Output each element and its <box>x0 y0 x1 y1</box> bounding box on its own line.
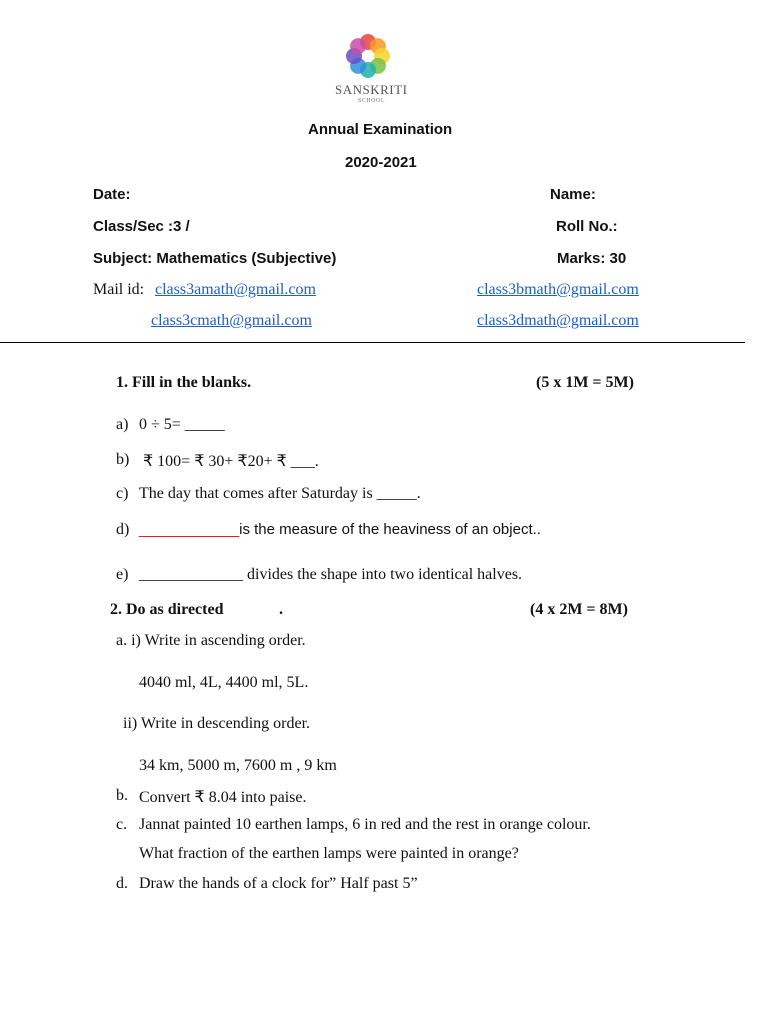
q1-item-c-text: The day that comes after Saturday is _____. <box>139 485 421 502</box>
logo-sub: SCHOOL <box>358 98 386 104</box>
q2-d-text: Draw the hands of a clock for” Half past 5” <box>139 875 418 892</box>
q2-a-ii-values: 34 km, 5000 m, 7600 m , 9 km <box>139 757 337 774</box>
q1-item-d-label: d) <box>116 521 130 538</box>
q1-marks: (5 x 1M = 5M) <box>536 374 634 391</box>
header-divider <box>0 342 745 343</box>
exam-title: Annual Examination <box>308 121 453 138</box>
logo-name: SANSKRITI <box>335 82 408 97</box>
q2-c-text2: What fraction of the earthen lamps were painted in orange? <box>139 845 519 862</box>
exam-year: 2020-2021 <box>345 154 417 171</box>
q2-c-label: c. <box>116 816 128 833</box>
name-label: Name: <box>550 186 596 203</box>
q2-a-i: a. i) Write in ascending order. <box>116 632 306 649</box>
q1-item-d-line <box>139 521 541 538</box>
q2-a-i-values: 4040 ml, 4L, 4400 ml, 5L. <box>139 674 309 691</box>
q2-title: 2. Do as directed <box>110 601 224 618</box>
q1-item-a-label: a) <box>116 416 129 433</box>
q2-b-label: b. <box>116 787 128 804</box>
q2-d-label: d. <box>116 875 128 892</box>
logo-center <box>362 50 374 62</box>
flower-logo-icon <box>333 30 403 82</box>
school-logo <box>333 30 408 120</box>
q1-item-e-label: e) <box>116 566 129 583</box>
q1-item-d-text: is the measure of the heaviness of an object.. <box>239 521 541 538</box>
date-label: Date: <box>93 186 131 203</box>
mail-label: Mail id: <box>93 281 145 298</box>
email-link-3c[interactable]: class3cmath@gmail.com <box>151 312 312 329</box>
email-link-3a[interactable]: class3amath@gmail.com <box>155 281 316 298</box>
q1-item-b-label: b) <box>116 451 130 468</box>
email-link-3b[interactable]: class3bmath@gmail.com <box>477 281 639 298</box>
marks-label: Marks: 30 <box>557 250 627 267</box>
q2-b-text: Convert ₹ 8.04 into paise. <box>139 789 307 806</box>
q2-title-dot: . <box>279 601 283 618</box>
q1-item-c-label: c) <box>116 485 129 502</box>
roll-label: Roll No.: <box>556 218 618 235</box>
q2-c-text: Jannat painted 10 earthen lamps, 6 in red and the rest in orange colour. <box>139 816 591 833</box>
q1-item-e-text: _____________ divides the shape into two identical halves. <box>139 566 523 583</box>
logo-petal <box>350 38 366 54</box>
q2-marks: (4 x 2M = 8M) <box>530 601 628 618</box>
class-label: Class/Sec :3 / <box>93 218 190 235</box>
q1-item-b-text: ₹ 100= ₹ 30+ ₹20+ ₹ ___. <box>143 453 319 470</box>
q1-item-a-text: 0 ÷ 5= _____ <box>139 416 225 433</box>
q1-title: 1. Fill in the blanks. <box>116 374 252 391</box>
q1-item-d-blank: ____________ <box>139 521 240 538</box>
email-link-3d[interactable]: class3dmath@gmail.com <box>477 312 639 329</box>
subject-label: Subject: Mathematics (Subjective) <box>93 250 337 267</box>
q2-a-ii: ii) Write in descending order. <box>123 715 311 732</box>
